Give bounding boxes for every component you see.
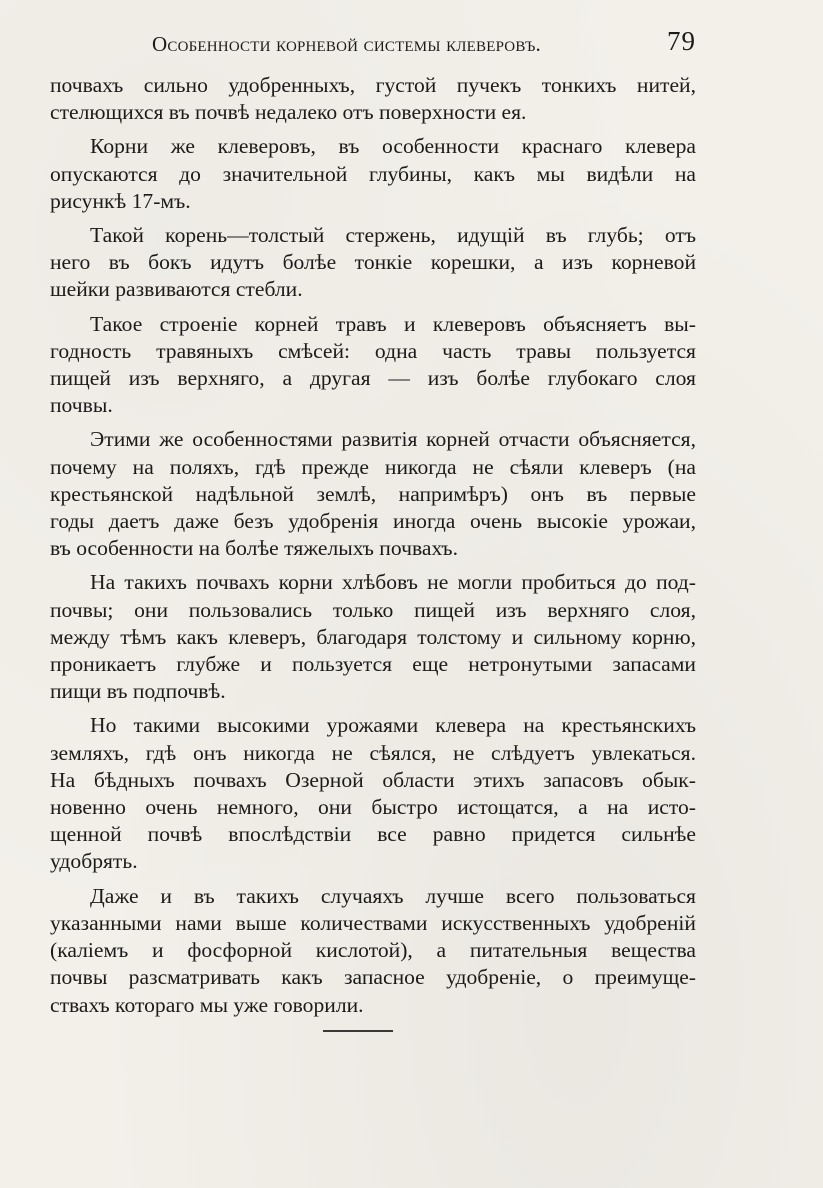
body-text bbox=[50, 72, 696, 1026]
paragraph bbox=[50, 883, 696, 1019]
text-line: почвахъ сильно удобренныхъ, густой пучекъ тонкихъ нитей, bbox=[50, 73, 696, 97]
text-line: Такой корень—толстый стержень, идущій въ глубь; отъ bbox=[90, 223, 696, 248]
text-line: новенно очень немного, они быстро истощатся, а на исто- bbox=[50, 795, 696, 820]
running-header bbox=[50, 26, 696, 60]
text-line: почвы. bbox=[50, 393, 113, 418]
text-line: шейки развиваются стебли. bbox=[50, 277, 303, 302]
text-line: Но такими высокими урожаями клевера на крестьянскихъ bbox=[90, 713, 696, 738]
text-line: него въ бокъ идутъ болѣе тонкіе корешки, а изъ корневой bbox=[50, 250, 696, 275]
text-line: стелющихся въ почвѣ недалеко отъ поверхности ея. bbox=[50, 100, 527, 125]
text-line: опускаются до значительной глубины, какъ мы видѣли на bbox=[50, 161, 696, 186]
text-line: годы даетъ даже безъ удобренія иногда очень высокіе урожаи, bbox=[50, 509, 696, 534]
paragraph bbox=[50, 569, 696, 705]
text-line: указанными нами выше количествами искусственныхъ удобреній bbox=[50, 910, 696, 935]
text-line: проникаетъ глубже и пользуется еще нетронутыми запасами bbox=[50, 652, 696, 677]
text-line: Такое строеніе корней травъ и клеверовъ объясняетъ вы- bbox=[90, 311, 696, 336]
text-line: Этими же особенностями развитія корней отчасти объясняется, bbox=[90, 427, 696, 452]
running-title: Особенности корневой системы клеверовъ. bbox=[152, 32, 541, 56]
text-line: почвы; они пользовались только пищей изъ верхняго слоя, bbox=[50, 597, 696, 622]
text-line: На бѣдныхъ почвахъ Озерной области этихъ запасовъ обык- bbox=[50, 767, 696, 792]
end-rule bbox=[323, 1030, 393, 1032]
text-line: удобрять. bbox=[50, 849, 138, 874]
paragraph bbox=[50, 426, 696, 562]
text-line: между тѣмъ какъ клеверъ, благодаря толстому и сильному корню, bbox=[50, 624, 696, 649]
text-line: рисункѣ 17-мъ. bbox=[50, 188, 191, 213]
paragraph bbox=[50, 222, 696, 304]
text-line: почему на поляхъ, гдѣ прежде никогда не сѣяли клеверъ (на bbox=[50, 454, 696, 479]
text-line: годность травяныхъ смѣсей: одна часть травы пользуется bbox=[50, 338, 696, 363]
paragraph bbox=[50, 712, 696, 875]
text-line: На такихъ почвахъ корни хлѣбовъ не могли пробиться до под- bbox=[90, 570, 696, 595]
text-line: почвы разсматривать какъ запасное удобреніе, о преимуще- bbox=[50, 965, 696, 990]
text-line: щенной почвѣ впослѣдствіи все равно придется сильнѣе bbox=[50, 822, 696, 847]
text-line: Даже и въ такихъ случаяхъ лучше всего пользоваться bbox=[90, 883, 696, 908]
paragraph bbox=[50, 311, 696, 420]
text-line: въ особенности на болѣе тяжелыхъ почвахъ. bbox=[50, 536, 458, 561]
paragraph bbox=[50, 133, 696, 215]
page-number: 79 bbox=[667, 26, 696, 56]
text-line: пищей изъ верхняго, а другая — изъ болѣе глубокаго слоя bbox=[50, 366, 696, 391]
text-line: (каліемъ и фосфорной кислотой), а питательныя вещества bbox=[50, 938, 696, 963]
text-line: Корни же клеверовъ, въ особенности краснаго клевера bbox=[90, 134, 696, 159]
text-line: крестьянской надѣльной землѣ, напримѣръ) онъ въ первые bbox=[50, 481, 696, 506]
text-line: ствахъ котораго мы уже говорили. bbox=[50, 992, 364, 1017]
paragraph bbox=[50, 72, 696, 126]
text-line: земляхъ, гдѣ онъ никогда не сѣялся, не слѣдуетъ увлекаться. bbox=[50, 740, 696, 765]
text-line: пищи въ подпочвѣ. bbox=[50, 679, 226, 704]
